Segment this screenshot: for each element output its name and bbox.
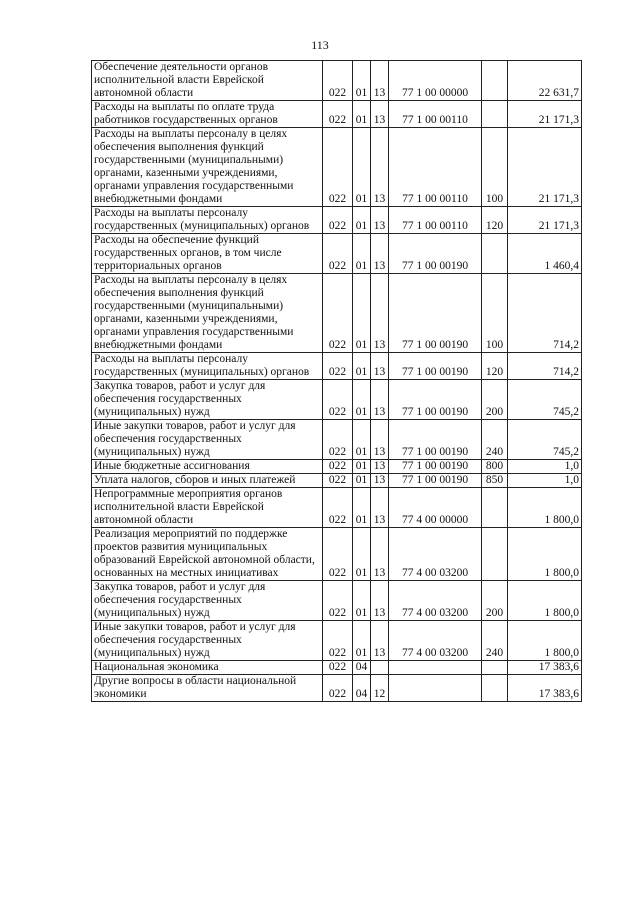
table-row [92, 234, 582, 274]
row-target-article-code: 77 1 00 00000 [389, 61, 482, 101]
row-grbs-code: 022 [323, 420, 353, 460]
row-amount: 1,0 [508, 474, 582, 488]
row-amount: 1 800,0 [508, 488, 582, 528]
row-amount: 1 800,0 [508, 621, 582, 661]
table-row [92, 661, 582, 675]
row-target-article-code: 77 1 00 00110 [389, 207, 482, 234]
row-amount: 745,2 [508, 420, 582, 460]
row-name: Реализация мероприятий по поддержке проектов развития муниципальных образований Еврейской автономной области, основанных на местных инициативах [92, 528, 323, 581]
table-row [92, 474, 582, 488]
row-grbs-code: 022 [323, 101, 353, 128]
row-section-code: 01 [353, 581, 371, 621]
row-target-article-code: 77 1 00 00190 [389, 474, 482, 488]
row-target-article-code: 77 1 00 00110 [389, 101, 482, 128]
row-target-article-code: 77 1 00 00190 [389, 460, 482, 474]
row-target-article-code: 77 1 00 00190 [389, 274, 482, 353]
row-grbs-code: 022 [323, 488, 353, 528]
table-body [92, 61, 582, 702]
row-name: Иные закупки товаров, работ и услуг для обеспечения государственных (муниципальных) нужд [92, 621, 323, 661]
row-amount: 22 631,7 [508, 61, 582, 101]
row-name: Расходы на выплаты персоналу государственных (муниципальных) органов [92, 353, 323, 380]
row-grbs-code: 022 [323, 661, 353, 675]
budget-table [91, 60, 582, 702]
table-row [92, 101, 582, 128]
row-expense-type-code: 240 [482, 621, 508, 661]
row-grbs-code: 022 [323, 274, 353, 353]
table-row [92, 128, 582, 207]
row-expense-type-code: 200 [482, 380, 508, 420]
row-expense-type-code [482, 101, 508, 128]
row-name: Расходы на выплаты персоналу в целях обеспечения выполнения функций государственными (муниципальными) органами, казенными учреждениями, органами управления государственными внебюджетными фондами [92, 274, 323, 353]
row-expense-type-code [482, 488, 508, 528]
row-amount: 714,2 [508, 274, 582, 353]
table-row [92, 460, 582, 474]
table-row [92, 581, 582, 621]
row-subsection-code: 12 [371, 675, 389, 702]
row-grbs-code: 022 [323, 207, 353, 234]
row-expense-type-code: 100 [482, 128, 508, 207]
row-grbs-code: 022 [323, 581, 353, 621]
row-section-code: 01 [353, 128, 371, 207]
row-expense-type-code: 100 [482, 274, 508, 353]
row-name: Закупка товаров, работ и услуг для обеспечения государственных (муниципальных) нужд [92, 380, 323, 420]
row-grbs-code: 022 [323, 380, 353, 420]
table-row [92, 274, 582, 353]
row-target-article-code: 77 1 00 00190 [389, 353, 482, 380]
row-grbs-code: 022 [323, 528, 353, 581]
row-subsection-code: 13 [371, 128, 389, 207]
row-subsection-code: 13 [371, 101, 389, 128]
row-target-article-code [389, 675, 482, 702]
row-subsection-code: 13 [371, 207, 389, 234]
row-target-article-code: 77 4 00 03200 [389, 581, 482, 621]
row-amount: 17 383,6 [508, 675, 582, 702]
row-grbs-code: 022 [323, 474, 353, 488]
row-amount: 714,2 [508, 353, 582, 380]
row-subsection-code: 13 [371, 420, 389, 460]
row-expense-type-code [482, 234, 508, 274]
row-subsection-code: 13 [371, 234, 389, 274]
row-amount: 745,2 [508, 380, 582, 420]
row-name: Национальная экономика [92, 661, 323, 675]
row-section-code: 01 [353, 488, 371, 528]
row-subsection-code: 13 [371, 61, 389, 101]
row-expense-type-code: 200 [482, 581, 508, 621]
row-subsection-code: 13 [371, 528, 389, 581]
row-section-code: 01 [353, 234, 371, 274]
row-subsection-code: 13 [371, 380, 389, 420]
row-name: Уплата налогов, сборов и иных платежей [92, 474, 323, 488]
row-name: Другие вопросы в области национальной экономики [92, 675, 323, 702]
row-section-code: 01 [353, 274, 371, 353]
row-target-article-code: 77 4 00 00000 [389, 488, 482, 528]
table-row [92, 528, 582, 581]
row-amount: 1,0 [508, 460, 582, 474]
row-subsection-code: 13 [371, 581, 389, 621]
row-subsection-code: 13 [371, 460, 389, 474]
page-number: 113 [311, 38, 329, 52]
table-row [92, 207, 582, 234]
row-subsection-code: 13 [371, 353, 389, 380]
row-target-article-code: 77 4 00 03200 [389, 621, 482, 661]
row-amount: 21 171,3 [508, 207, 582, 234]
row-expense-type-code [482, 661, 508, 675]
row-subsection-code: 13 [371, 621, 389, 661]
row-section-code: 04 [353, 675, 371, 702]
table-row [92, 380, 582, 420]
table-row [92, 353, 582, 380]
row-section-code: 01 [353, 61, 371, 101]
row-subsection-code [371, 661, 389, 675]
row-target-article-code: 77 1 00 00190 [389, 380, 482, 420]
row-section-code: 01 [353, 460, 371, 474]
row-subsection-code: 13 [371, 488, 389, 528]
row-section-code: 04 [353, 661, 371, 675]
table-row [92, 61, 582, 101]
row-grbs-code: 022 [323, 234, 353, 274]
row-expense-type-code: 850 [482, 474, 508, 488]
row-target-article-code: 77 1 00 00190 [389, 234, 482, 274]
row-section-code: 01 [353, 207, 371, 234]
row-name: Закупка товаров, работ и услуг для обеспечения государственных (муниципальных) нужд [92, 581, 323, 621]
row-expense-type-code [482, 528, 508, 581]
row-name: Иные бюджетные ассигнования [92, 460, 323, 474]
row-amount: 21 171,3 [508, 128, 582, 207]
row-expense-type-code [482, 675, 508, 702]
row-name: Иные закупки товаров, работ и услуг для обеспечения государственных (муниципальных) нужд [92, 420, 323, 460]
row-amount: 1 800,0 [508, 528, 582, 581]
row-grbs-code: 022 [323, 460, 353, 474]
table-row [92, 420, 582, 460]
row-amount: 17 383,6 [508, 661, 582, 675]
table-row [92, 488, 582, 528]
row-name: Расходы на выплаты персоналу государственных (муниципальных) органов [92, 207, 323, 234]
row-expense-type-code: 120 [482, 207, 508, 234]
row-grbs-code: 022 [323, 621, 353, 661]
row-grbs-code: 022 [323, 675, 353, 702]
row-target-article-code [389, 661, 482, 675]
row-expense-type-code: 240 [482, 420, 508, 460]
row-name: Расходы на выплаты персоналу в целях обеспечения выполнения функций государственными (муниципальными) органами, казенными учреждениями, органами управления государственными внебюджетными фондами [92, 128, 323, 207]
row-section-code: 01 [353, 420, 371, 460]
row-name: Расходы на обеспечение функций государственных органов, в том числе территориальных органов [92, 234, 323, 274]
row-section-code: 01 [353, 528, 371, 581]
row-subsection-code: 13 [371, 274, 389, 353]
row-expense-type-code: 800 [482, 460, 508, 474]
table-row [92, 621, 582, 661]
row-expense-type-code [482, 61, 508, 101]
row-grbs-code: 022 [323, 61, 353, 101]
row-section-code: 01 [353, 621, 371, 661]
row-target-article-code: 77 1 00 00190 [389, 420, 482, 460]
row-amount: 1 460,4 [508, 234, 582, 274]
row-section-code: 01 [353, 380, 371, 420]
row-grbs-code: 022 [323, 128, 353, 207]
row-target-article-code: 77 4 00 03200 [389, 528, 482, 581]
row-section-code: 01 [353, 101, 371, 128]
row-amount: 1 800,0 [508, 581, 582, 621]
row-expense-type-code: 120 [482, 353, 508, 380]
row-target-article-code: 77 1 00 00110 [389, 128, 482, 207]
row-name: Расходы на выплаты по оплате труда работников государственных органов [92, 101, 323, 128]
row-name: Обеспечение деятельности органов исполнительной власти Еврейской автономной области [92, 61, 323, 101]
row-amount: 21 171,3 [508, 101, 582, 128]
row-section-code: 01 [353, 474, 371, 488]
row-section-code: 01 [353, 353, 371, 380]
row-grbs-code: 022 [323, 353, 353, 380]
row-name: Непрограммные мероприятия органов исполнительной власти Еврейской автономной области [92, 488, 323, 528]
row-subsection-code: 13 [371, 474, 389, 488]
table-row [92, 675, 582, 702]
